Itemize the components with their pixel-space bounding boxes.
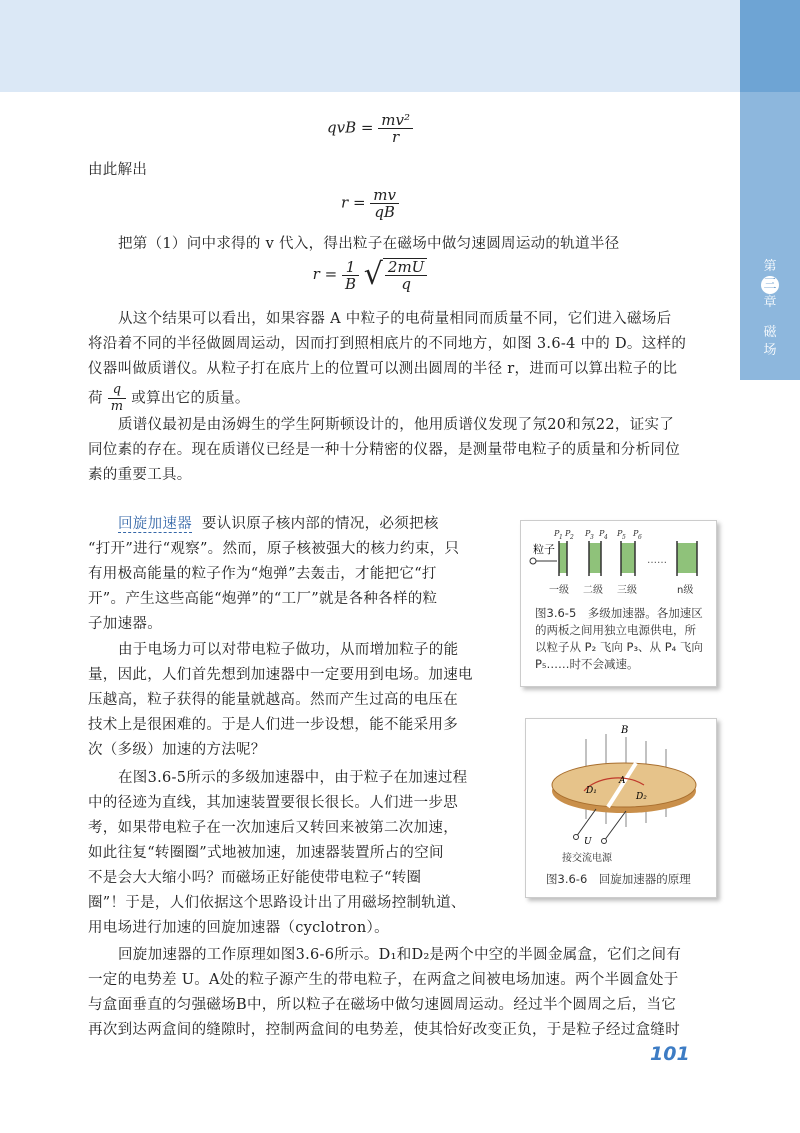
figure-multistage-accelerator bbox=[520, 520, 717, 687]
caption-fig-3-6-6: 图3.6-6 回旋加速器的原理 bbox=[546, 872, 691, 886]
chapter-suffix: 章 bbox=[763, 295, 777, 310]
text-line: 与盒面垂直的匀强磁场B中，所以粒子在磁场中做匀速圆周运动。经过半个圆周之后，当它 bbox=[88, 997, 677, 1013]
chapter-prefix: 第 bbox=[763, 259, 777, 274]
stage-fill bbox=[621, 543, 635, 573]
plate-label-sub: 6 bbox=[638, 534, 642, 541]
caption-line: 以粒子从 P₂ 飞向 P₃、从 P₄ 飞向 bbox=[535, 640, 703, 654]
stage-label: n级 bbox=[677, 585, 694, 596]
text-prefix: 荷 bbox=[88, 390, 103, 407]
stage-fill bbox=[677, 543, 697, 573]
particle-label: 粒子 bbox=[533, 543, 555, 556]
eq2-numerator: mv bbox=[370, 187, 399, 204]
eq1-lhs: qvB = bbox=[327, 118, 374, 137]
text-line bbox=[88, 382, 728, 415]
text-solve: 由此解出 bbox=[88, 162, 148, 178]
plate-label: P bbox=[617, 529, 623, 538]
text-substitute: 把第（1）问中求得的 v 代入，得出粒子在磁场中做匀速圆周运动的轨道半径 bbox=[118, 236, 620, 252]
label-d1: D₁ bbox=[586, 786, 597, 796]
paragraph-aston bbox=[88, 413, 728, 488]
text-line: 要认识原子核内部的情况，必须把核 bbox=[201, 516, 439, 532]
frac-numerator: q bbox=[108, 382, 127, 399]
chapter-label bbox=[740, 258, 800, 360]
plate-label: P bbox=[585, 529, 591, 538]
text-line: 同位素的存在。现在质谱仪已经是一种十分精密的仪器，是测量带电粒子的质量和分析同位 bbox=[88, 442, 680, 458]
text-line: 中的径迹为直线，其加速装置要很长很长。人们进一步思 bbox=[88, 795, 458, 811]
plate-label-sub: 5 bbox=[622, 534, 626, 541]
caption-line: 的两板之间用独立电源供电，所 bbox=[535, 623, 696, 637]
text-line: 仪器叫做质谱仪。从粒子打在底片上的位置可以测出圆周的半径 r，进而可以算出粒子的比 bbox=[88, 361, 678, 377]
text-line: 量，因此，人们首先想到加速器中一定要用到电场。加速电 bbox=[88, 667, 473, 683]
label-b: B bbox=[621, 725, 629, 736]
multistage-diagram bbox=[521, 521, 716, 606]
cyclotron-diagram bbox=[526, 719, 716, 869]
ac-source-label: 接交流电源 bbox=[562, 853, 612, 864]
plate-label: P bbox=[565, 529, 571, 538]
text-line: 子加速器。 bbox=[88, 616, 162, 632]
text-line: 一定的电势差 U。A处的粒子源产生的带电粒子，在两盒之间被电场加速。两个半圆盒处于 bbox=[88, 972, 679, 988]
text-line: 在图3.6-5所示的多级加速器中，由于粒子在加速过程 bbox=[118, 770, 468, 786]
label-a: A bbox=[619, 776, 626, 786]
figure-cyclotron bbox=[525, 718, 717, 898]
caption-line: P₅……时不会减速。 bbox=[535, 657, 639, 671]
paragraph-electric-field bbox=[88, 638, 503, 763]
plate-label: P bbox=[633, 529, 639, 538]
stage-label: 一级 bbox=[549, 585, 569, 596]
plate-label-sub: 4 bbox=[604, 534, 608, 541]
text-line: 考，如果带电粒子在一次加速后又转回来被第二次加速， bbox=[88, 820, 458, 836]
text-line: 质谱仪最初是由汤姆生的学生阿斯顿设计的，他用质谱仪发现了氖20和氖22，证实了 bbox=[118, 417, 675, 433]
text-line: 由于电场力可以对带电粒子做功，从而增加粒子的能 bbox=[118, 642, 459, 658]
label-d2: D₂ bbox=[636, 792, 647, 802]
equation-radius bbox=[0, 187, 740, 220]
stage-label: 三级 bbox=[617, 585, 637, 596]
text-line: 圈”！于是，人们依据这个思路设计出了用磁场控制轨道、 bbox=[88, 895, 466, 911]
eq2-lhs: r = bbox=[341, 193, 366, 212]
text-line: 技术上是很困难的。于是人们进一步设想，能不能采用多 bbox=[88, 717, 458, 733]
stage-label: 二级 bbox=[583, 585, 603, 596]
text-line: 如此往复“转圈圈”式地被加速，加速器装置所占的空间 bbox=[88, 845, 444, 861]
text-line: 次（多级）加速的方法呢？ bbox=[88, 742, 266, 758]
text-line: 不是会大大缩小吗？而磁场正好能使带电粒子“转圈 bbox=[88, 870, 422, 886]
text-line: “打开”进行“观察”。然而，原子核被强大的核力约束，只 bbox=[88, 541, 460, 557]
text-line: 用电场进行加速的回旋加速器（cyclotron）。 bbox=[88, 920, 389, 936]
text-line: 有用极高能量的粒子作为“炮弹”去轰击，才能把它“打 bbox=[88, 566, 437, 582]
eq3-lhs: r = bbox=[312, 265, 338, 283]
text-suffix: 或算出它的质量。 bbox=[131, 390, 250, 407]
chapter-tab bbox=[740, 0, 800, 380]
lead-wire bbox=[604, 811, 626, 841]
text-line: 压越高，粒子获得的能量就越高。然而产生过高的电压在 bbox=[88, 692, 458, 708]
sqrt-icon: √ bbox=[363, 257, 383, 292]
paragraph-cyclotron-intro bbox=[88, 512, 503, 637]
stage-fill bbox=[589, 543, 601, 573]
eq1-numerator: mv² bbox=[378, 112, 413, 129]
text-line: 素的重要工具。 bbox=[88, 467, 192, 483]
eq2-denominator: qB bbox=[374, 203, 395, 221]
chapter-title: 磁场 bbox=[763, 325, 777, 358]
paragraph-cyclotron-principle bbox=[88, 943, 728, 1043]
header-band bbox=[0, 0, 740, 92]
plate-label: P bbox=[599, 529, 605, 538]
label-u: U bbox=[584, 837, 592, 847]
equation-radius-voltage bbox=[0, 258, 740, 292]
paragraph-multistage bbox=[88, 766, 513, 941]
chapter-number: 三 bbox=[761, 276, 779, 294]
plate-label-sub: 2 bbox=[570, 534, 574, 541]
eq3-numerator: 1 bbox=[342, 259, 359, 276]
eq3-rad-numerator: 2mU bbox=[385, 259, 427, 276]
text-line: 回旋加速器的工作原理如图3.6-6所示。D₁和D₂是两个中空的半圆金属盒，它们之间有 bbox=[118, 947, 682, 963]
chapter-tab-top bbox=[740, 0, 800, 92]
particle-icon bbox=[530, 558, 536, 564]
ellipsis: …… bbox=[647, 555, 667, 566]
text-line: 将沿着不同的半径做圆周运动，因而打到照相底片的不同地方，如图 3.6-4 中的 D。这样的 bbox=[88, 336, 687, 352]
plate-label-sub: 1 bbox=[559, 534, 563, 541]
eq3-denominator: B bbox=[344, 274, 356, 293]
text-line: 再次到达两盒间的缝隙时，控制两盒间的电势差，使其恰好改变正负，于是粒子经过盒缝时 bbox=[88, 1022, 680, 1038]
text-line: 开”。产生这些高能“炮弹”的“工厂”就是各种各样的粒 bbox=[88, 591, 438, 607]
terminal-icon bbox=[602, 839, 607, 844]
eq1-denominator: r bbox=[392, 128, 400, 146]
stage-fill bbox=[559, 543, 567, 573]
keyword-cyclotron: 回旋加速器 bbox=[118, 516, 192, 532]
equation-force-balance bbox=[0, 112, 740, 145]
eq3-rad-denominator: q bbox=[401, 275, 411, 293]
page-number: 101 bbox=[650, 1043, 690, 1065]
caption-fig-3-6-5 bbox=[535, 605, 710, 673]
caption-line: 图3.6-5 多级加速器。各加速区 bbox=[535, 606, 703, 620]
frac-denominator: m bbox=[110, 399, 124, 414]
plate-label: P bbox=[554, 529, 560, 538]
plate-label-sub: 3 bbox=[590, 534, 594, 541]
terminal-icon bbox=[574, 835, 579, 840]
text-line: 从这个结果可以看出，如果容器 A 中粒子的电荷量相同而质量不同，它们进入磁场后 bbox=[118, 311, 672, 327]
paragraph-mass-spectrometer bbox=[88, 307, 728, 415]
